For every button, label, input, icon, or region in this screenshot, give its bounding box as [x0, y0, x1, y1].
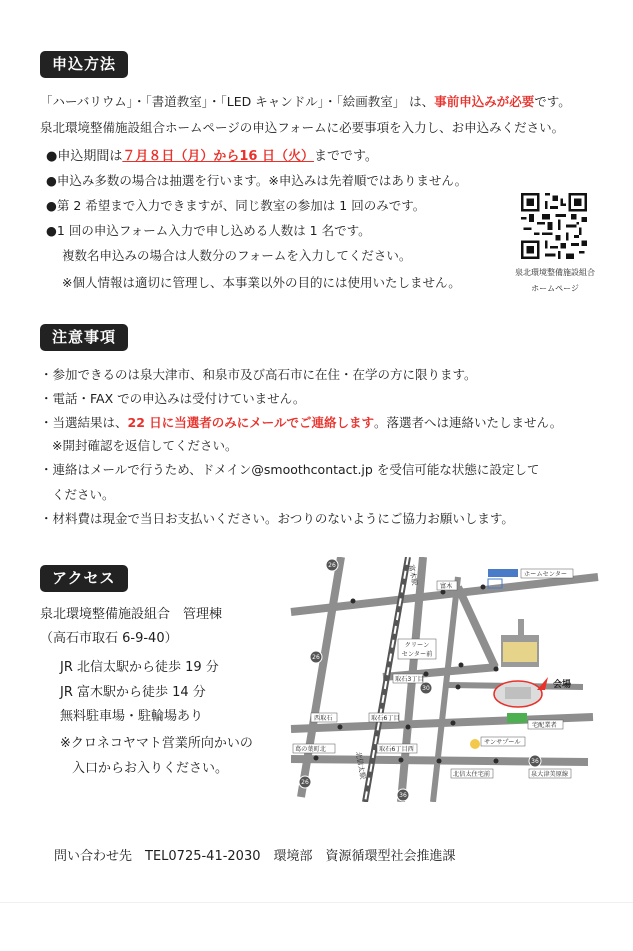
map-label-tomiki: 富木 [440, 583, 453, 590]
access-address: （高石市取石 6-9-40） [40, 631, 178, 646]
map-label-clean-center-2: センター前 [401, 651, 433, 658]
route-36-right: 36 [531, 758, 539, 765]
note-results-suffix: 。落選者へは連絡いたしません。 [374, 415, 563, 430]
route-30: 30 [422, 685, 430, 692]
apply-bullet-lottery: ●申込み多数の場合は抽選を行います。※申込みは先着順ではありません。 [46, 173, 468, 188]
contact-info: 問い合わせ先 TEL0725-41-2030 環境部 資源循環型社会推進課 [54, 849, 456, 864]
route-36-bottom: 36 [399, 792, 407, 799]
map-label-izumiotsu-bypass: 泉大津美原線 [531, 771, 569, 778]
note-eligibility: ・参加できるのは泉大津市、和泉市及び高石市に在住・在学の方に限ります。 [40, 367, 477, 382]
note-results-sub: ※開封確認を返信してください。 [52, 438, 238, 453]
note-no-phone-fax: ・電話・FAX での申込みは受付けていません。 [40, 391, 306, 406]
map-label-nishitorishi: 西取石 [314, 715, 333, 722]
map-label-home-center: ホームセンター [524, 571, 568, 578]
route-26-bottom: 26 [301, 779, 309, 786]
map-label-kitashinoda-taku: 北信太住宅前 [453, 771, 491, 778]
map-label-tomiki-station: 富木駅 [407, 563, 419, 587]
map-label-clean-center-1: クリーン [404, 642, 430, 649]
note-material-fee: ・材料費は現金で当日お支払いください。おつりのないようにご協力お願いします。 [40, 511, 514, 526]
access-map [283, 557, 603, 802]
apply-intro-line2: 泉北環境整備施設組合ホームページの申込フォームに必要事項を入力し、お申込みください。 [40, 120, 565, 135]
section-heading-apply: 申込方法 [40, 51, 128, 78]
access-parking: 無料駐車場・駐輪場あり [60, 709, 204, 724]
apply-bullet-choices: ●第 2 希望まで入力できますが、同じ教室の参加は 1 回のみです。 [46, 198, 426, 213]
apply-bullet-persons-sub: 複数名申込みの場合は人数分のフォームを入力してください。 [62, 248, 412, 263]
note-results-prefix: ・当選結果は、 [40, 415, 128, 430]
map-label-torishi3: 取石3丁目 [395, 676, 424, 683]
access-route-kitashinoda: JR 北信太駅から徒歩 19 分 [60, 660, 219, 675]
qr-caption-line1: 泉北環境整備施設組合 [515, 268, 595, 277]
map-label-torishi6w: 取石6丁目西 [379, 746, 414, 753]
access-note-line1: ※クロネコヤマト営業所向かいの [60, 736, 253, 751]
route-26-left: 26 [312, 654, 320, 661]
apply-bullet-persons: ●1 回の申込フォーム入力で申し込める人数は 1 名です。 [46, 223, 371, 238]
access-note-line2: 入口からお入りください。 [72, 761, 229, 776]
apply-period-suffix: までです。 [313, 149, 378, 164]
map-label-sunsupple: サンサプール [484, 739, 521, 746]
apply-intro-emphasis: 事前申込みが必要 [434, 94, 535, 109]
note-results-emphasis: 22 日に当選者のみにメールでご連絡します [127, 415, 375, 430]
apply-privacy-note: ※個人情報は適切に管理し、本事業以外の目的には使用いたしません。 [62, 275, 461, 290]
apply-period-dates: ７月８日（月）から16 日（火） [122, 149, 314, 164]
apply-intro-line1 [40, 94, 571, 110]
apply-period-prefix: ●申込期間は [46, 149, 123, 164]
map-label-takuhai: 宅配業者 [532, 722, 557, 729]
access-place: 泉北環境整備施設組合 管理棟 [40, 607, 223, 622]
route-26-top: 26 [328, 562, 336, 569]
qr-caption-line2: ホームページ [531, 284, 579, 293]
footer-divider [0, 902, 633, 903]
note-results [40, 415, 562, 431]
access-route-tomiki: JR 富木駅から徒歩 14 分 [60, 685, 206, 700]
map-label-kitashinoda-station: 北信太駅 [354, 750, 367, 780]
note-domain: ・連絡はメールで行うため、ドメイン@smoothcontact.jp を受信可能な状態に設定して [40, 462, 540, 477]
apply-bullet-period [46, 149, 378, 165]
apply-intro-prefix: 「ハーバリウム」・「書道教室」・「LED キャンドル」・「絵画教室」 は、 [40, 94, 435, 109]
map-label-torishi6: 取石6丁目 [371, 715, 400, 722]
note-domain-sub: ください。 [52, 487, 115, 502]
section-heading-access: アクセス [40, 565, 128, 592]
qr-code-image[interactable] [521, 193, 587, 259]
map-label-kayanosato: 葛の葉町北 [295, 746, 326, 753]
apply-intro-suffix: です。 [534, 94, 571, 109]
section-heading-notes: 注意事項 [40, 324, 128, 351]
map-label-venue: 会場 [553, 680, 572, 690]
